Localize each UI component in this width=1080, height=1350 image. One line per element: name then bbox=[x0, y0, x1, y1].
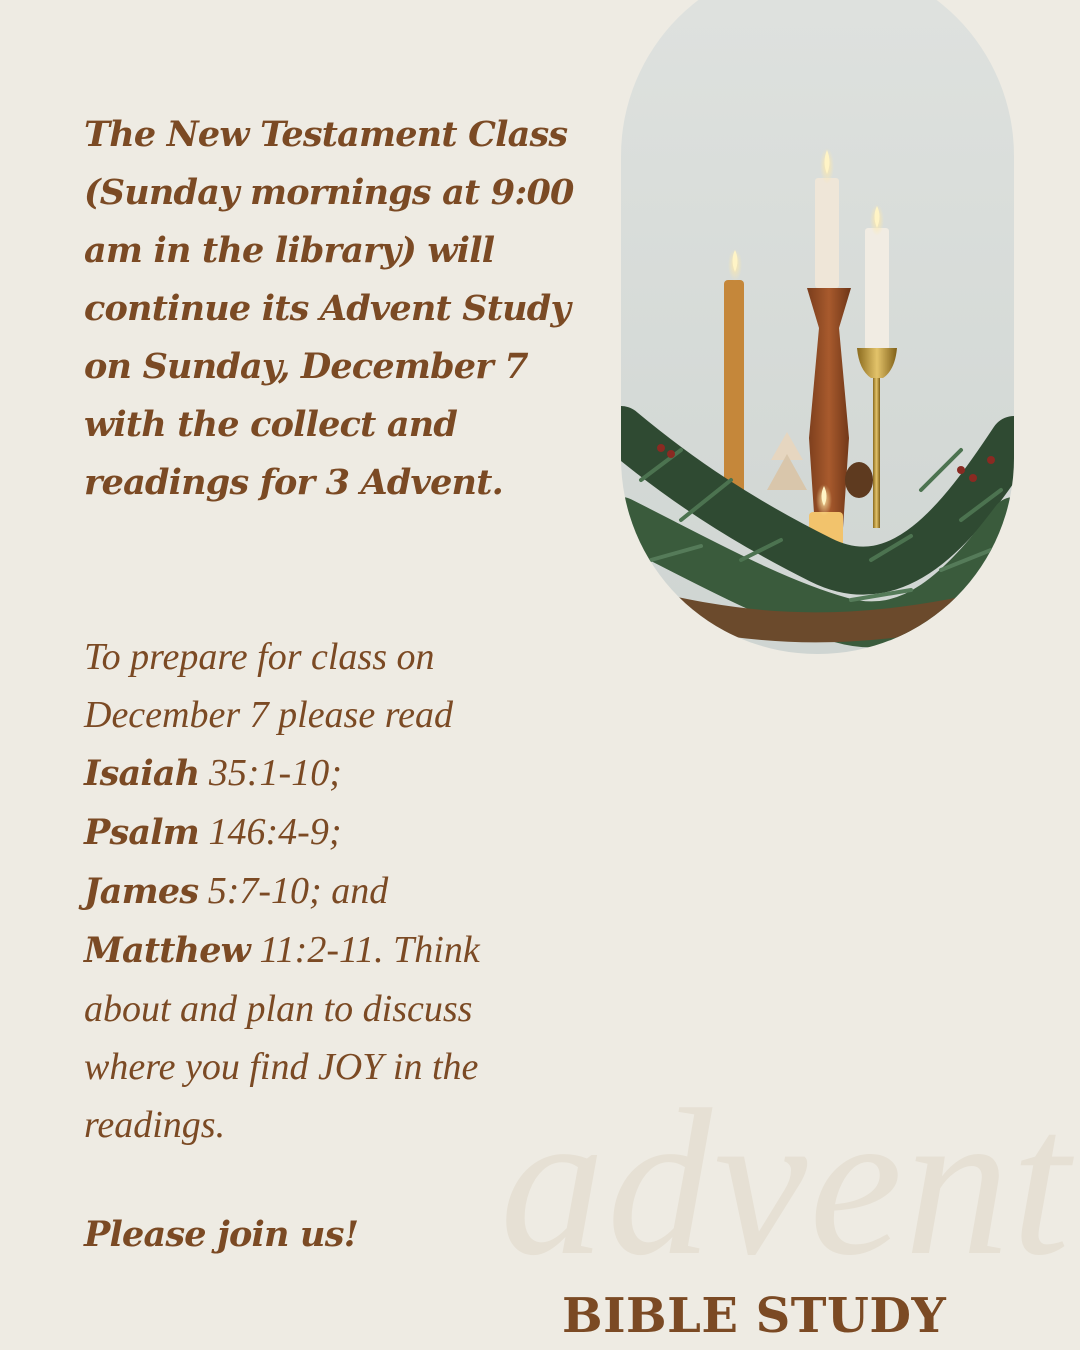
candles-illustration bbox=[621, 0, 1014, 654]
bible-study-title: BIBLE STUDY bbox=[562, 1288, 947, 1344]
closing-line: Please join us! bbox=[84, 1214, 359, 1255]
reading-book: Psalm bbox=[84, 812, 200, 853]
candles-photo bbox=[621, 0, 1014, 654]
prepare-intro: To prepare for class on December 7 please read bbox=[84, 636, 453, 736]
reading-ref: 5:7-10; and bbox=[198, 870, 389, 912]
reading-ref: 146:4-9; bbox=[199, 811, 342, 853]
reading-book: Isaiah bbox=[84, 753, 200, 794]
intro-paragraph: The New Testament Class (Sunday mornings at 9:00 am in the library) will continue its Advent Study on Sunday, December 7 with the collect and readings for 3 Advent. bbox=[84, 114, 574, 503]
prepare-paragraph bbox=[84, 628, 544, 1154]
advent-watermark: advent bbox=[500, 1067, 1072, 1299]
reading-book: James bbox=[84, 871, 199, 912]
reading-book: Matthew bbox=[84, 930, 250, 971]
reading-ref: 35:1-10; bbox=[199, 752, 342, 794]
reading-ref: 11:2-11. Think about and plan to discuss where you find JOY in the readings. bbox=[84, 929, 480, 1146]
